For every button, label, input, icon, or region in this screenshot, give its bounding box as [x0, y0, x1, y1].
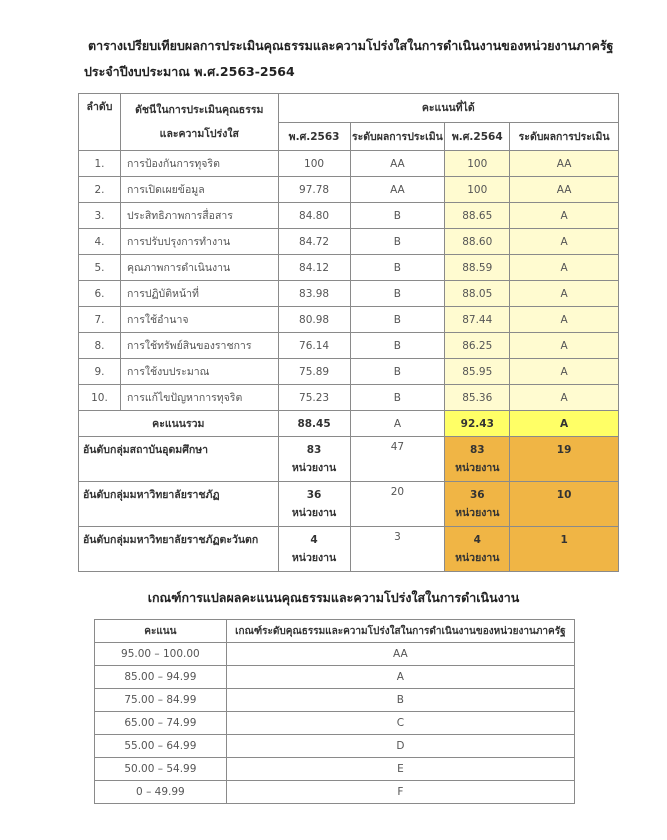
- criteria-row: [95, 758, 575, 781]
- ranking-rank-2564: 1: [510, 527, 619, 572]
- criteria-header-level: เกณฑ์ระดับคุณธรรมและความโปร่งใสในการดำเนินงานของหน่วยงานภาครัฐ: [226, 620, 574, 643]
- score-2563: 76.14: [278, 333, 350, 359]
- table-row: [79, 307, 619, 333]
- score-2564: 100: [445, 151, 510, 177]
- grade-level: D: [226, 735, 574, 758]
- grade-level: E: [226, 758, 574, 781]
- unit-label: หน่วยงาน: [291, 552, 337, 564]
- level-2563: B: [350, 307, 445, 333]
- row-number: 3.: [79, 203, 121, 229]
- table-row: [79, 255, 619, 281]
- score-2564: 87.44: [445, 307, 510, 333]
- level-2563: B: [350, 203, 445, 229]
- score-2564: 100: [445, 177, 510, 203]
- count-value: 36: [306, 489, 322, 501]
- row-number: 1.: [79, 151, 121, 177]
- criteria-table: [94, 619, 575, 804]
- criteria-row: [95, 666, 575, 689]
- ranking-row: [79, 437, 619, 482]
- criteria-title: เกณฑ์การแปลผลคะแนนคุณธรรมและความโปร่งใสในการดำเนินงาน: [147, 590, 520, 605]
- indicator-name: ประสิทธิภาพการสื่อสาร: [120, 203, 278, 229]
- level-2564: A: [510, 281, 619, 307]
- score-2564: 88.05: [445, 281, 510, 307]
- total-row: [79, 411, 619, 437]
- ranking-rank-2564: 19: [510, 437, 619, 482]
- header-year-2564: พ.ศ.2564: [445, 122, 510, 151]
- score-2564: 88.65: [445, 203, 510, 229]
- header-level-2563: ระดับผลการประเมิน: [350, 122, 445, 151]
- score-range: 55.00 – 64.99: [95, 735, 227, 758]
- level-2563: B: [350, 333, 445, 359]
- total-level-2564: A: [510, 411, 619, 437]
- ranking-label: อันดับกลุ่มมหาวิทยาลัยราชภัฏตะวันตก: [79, 527, 279, 572]
- header-indicator: ดัชนีในการประเมินคุณธรรมและความโปร่งใส: [120, 94, 278, 151]
- ranking-rank-2563: 47: [350, 437, 445, 482]
- comparison-table: [78, 93, 619, 572]
- ranking-count-2563: [278, 482, 350, 527]
- score-2563: 75.23: [278, 385, 350, 411]
- indicator-name: คุณภาพการดำเนินงาน: [120, 255, 278, 281]
- level-2564: AA: [510, 151, 619, 177]
- indicator-name: การใช้อำนาจ: [120, 307, 278, 333]
- ranking-row: [79, 527, 619, 572]
- count-value: 4: [310, 534, 318, 546]
- ranking-rank-2563: 3: [350, 527, 445, 572]
- table-row: [79, 177, 619, 203]
- indicator-name: การปรับปรุงการทำงาน: [120, 229, 278, 255]
- ranking-count-2564: [445, 437, 510, 482]
- table-row: [79, 151, 619, 177]
- unit-label: หน่วยงาน: [455, 552, 500, 564]
- criteria-row: [95, 781, 575, 804]
- table-row: [79, 385, 619, 411]
- count-value: 4: [473, 534, 481, 546]
- score-2563: 83.98: [278, 281, 350, 307]
- score-2563: 84.72: [278, 229, 350, 255]
- score-2563: 75.89: [278, 359, 350, 385]
- score-range: 0 – 49.99: [95, 781, 227, 804]
- score-range: 65.00 – 74.99: [95, 712, 227, 735]
- header-order: ลำดับ: [79, 94, 121, 151]
- table-row: [79, 229, 619, 255]
- level-2564: A: [510, 255, 619, 281]
- table-row: [79, 203, 619, 229]
- header-level-2564: ระดับผลการประเมิน: [510, 122, 619, 151]
- score-2564: 88.59: [445, 255, 510, 281]
- count-value: 83: [469, 444, 485, 456]
- row-number: 4.: [79, 229, 121, 255]
- ranking-count-2563: [278, 437, 350, 482]
- ranking-rank-2564: 10: [510, 482, 619, 527]
- row-number: 7.: [79, 307, 121, 333]
- score-2564: 88.60: [445, 229, 510, 255]
- score-2563: 97.78: [278, 177, 350, 203]
- ranking-label: อันดับกลุ่มสถาบันอุดมศึกษา: [79, 437, 279, 482]
- ranking-rank-2563: 20: [350, 482, 445, 527]
- indicator-name: การป้องกันการทุจริต: [120, 151, 278, 177]
- level-2563: B: [350, 255, 445, 281]
- indicator-name: การเปิดเผยข้อมูล: [120, 177, 278, 203]
- level-2563: B: [350, 359, 445, 385]
- grade-level: AA: [226, 643, 574, 666]
- criteria-header-score: คะแนน: [95, 620, 227, 643]
- total-score-2564: 92.43: [445, 411, 510, 437]
- grade-level: B: [226, 689, 574, 712]
- ranking-count-2564: [445, 527, 510, 572]
- level-2564: A: [510, 307, 619, 333]
- indicator-name: การใช้งบประมาณ: [120, 359, 278, 385]
- level-2564: A: [510, 359, 619, 385]
- table-row: [79, 281, 619, 307]
- row-number: 5.: [79, 255, 121, 281]
- score-2563: 80.98: [278, 307, 350, 333]
- document-subtitle: ประจำปีงบประมาณ พ.ศ.2563-2564: [84, 64, 295, 79]
- score-2564: 85.95: [445, 359, 510, 385]
- unit-label: หน่วยงาน: [291, 462, 337, 474]
- score-range: 75.00 – 84.99: [95, 689, 227, 712]
- count-value: 83: [306, 444, 322, 456]
- score-2564: 86.25: [445, 333, 510, 359]
- total-label: คะแนนรวม: [79, 411, 279, 437]
- row-number: 8.: [79, 333, 121, 359]
- unit-label: หน่วยงาน: [291, 507, 337, 519]
- unit-label: หน่วยงาน: [455, 507, 500, 519]
- document-title: ตารางเปรียบเทียบผลการประเมินคุณธรรมและความโปร่งใสในการดำเนินงานของหน่วยงานภาครัฐ: [88, 38, 614, 53]
- score-range: 95.00 – 100.00: [95, 643, 227, 666]
- criteria-row: [95, 735, 575, 758]
- criteria-row: [95, 712, 575, 735]
- indicator-name: การแก้ไขปัญหาการทุจริต: [120, 385, 278, 411]
- count-value: 36: [469, 489, 485, 501]
- ranking-count-2563: [278, 527, 350, 572]
- header-year-2563: พ.ศ.2563: [278, 122, 350, 151]
- score-2564: 85.36: [445, 385, 510, 411]
- row-number: 6.: [79, 281, 121, 307]
- total-score-2563: 88.45: [278, 411, 350, 437]
- row-number: 2.: [79, 177, 121, 203]
- level-2563: B: [350, 281, 445, 307]
- score-2563: 100: [278, 151, 350, 177]
- level-2564: A: [510, 229, 619, 255]
- grade-level: C: [226, 712, 574, 735]
- level-2564: AA: [510, 177, 619, 203]
- table-row: [79, 359, 619, 385]
- score-range: 50.00 – 54.99: [95, 758, 227, 781]
- indicator-name: การใช้ทรัพย์สินของราชการ: [120, 333, 278, 359]
- level-2564: A: [510, 203, 619, 229]
- level-2563: AA: [350, 177, 445, 203]
- table-row: [79, 333, 619, 359]
- level-2564: A: [510, 333, 619, 359]
- criteria-row: [95, 643, 575, 666]
- row-number: 10.: [79, 385, 121, 411]
- unit-label: หน่วยงาน: [455, 462, 500, 474]
- criteria-row: [95, 689, 575, 712]
- ranking-count-2564: [445, 482, 510, 527]
- total-level-2563: A: [350, 411, 445, 437]
- level-2563: B: [350, 229, 445, 255]
- header-score-group: คะแนนที่ได้: [278, 94, 618, 123]
- ranking-row: [79, 482, 619, 527]
- row-number: 9.: [79, 359, 121, 385]
- grade-level: F: [226, 781, 574, 804]
- ranking-label: อันดับกลุ่มมหาวิทยาลัยราชภัฏ: [79, 482, 279, 527]
- indicator-name: การปฏิบัติหน้าที่: [120, 281, 278, 307]
- score-2563: 84.80: [278, 203, 350, 229]
- grade-level: A: [226, 666, 574, 689]
- level-2563: AA: [350, 151, 445, 177]
- level-2563: B: [350, 385, 445, 411]
- score-2563: 84.12: [278, 255, 350, 281]
- level-2564: A: [510, 385, 619, 411]
- score-range: 85.00 – 94.99: [95, 666, 227, 689]
